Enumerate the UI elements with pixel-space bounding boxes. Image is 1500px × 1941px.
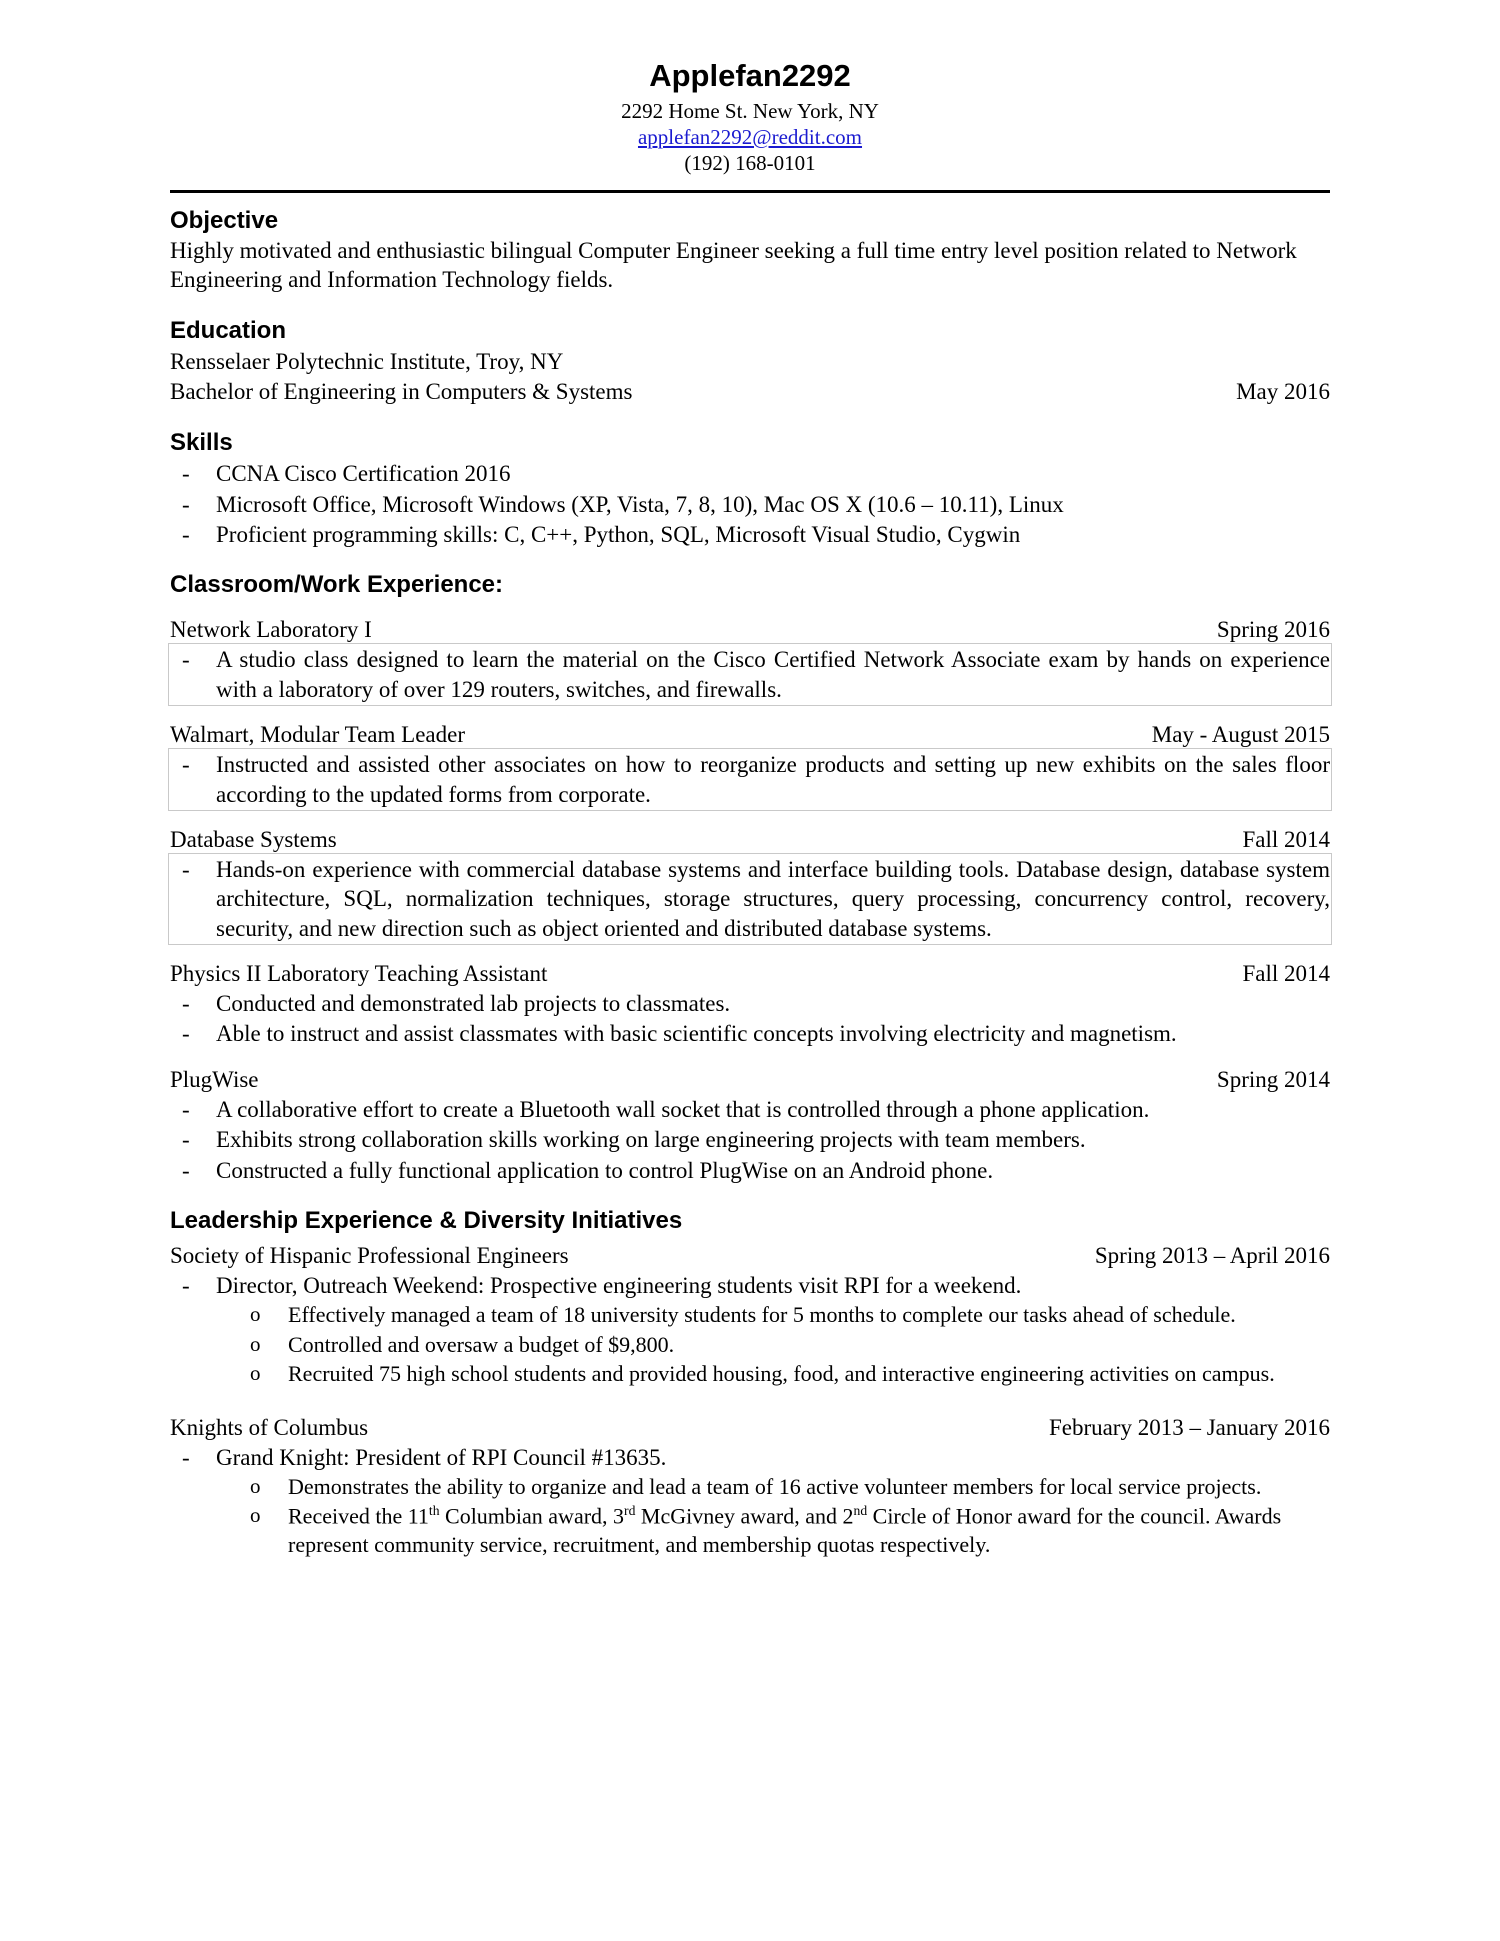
list-item: - Microsoft Office, Microsoft Windows (XP, Vista, 7, 8, 10), Mac OS X (10.6 – 10.11), Linux bbox=[170, 490, 1330, 519]
education-school: Rensselaer Polytechnic Institute, Troy, NY bbox=[170, 349, 564, 375]
experience-role: Database Systems bbox=[170, 826, 337, 852]
experience-entry bbox=[170, 1065, 1330, 1185]
experience-role: Network Laboratory I bbox=[170, 617, 372, 643]
experience-heading-row bbox=[170, 615, 1330, 645]
list-item: - Instructed and assisted other associates on how to reorganize products and setting up new exhibits on the sales floor according to the updated forms from corporate. bbox=[170, 750, 1330, 809]
experience-heading-row bbox=[170, 825, 1330, 855]
leadership-org: Knights of Columbus bbox=[170, 1414, 369, 1440]
candidate-address: 2292 Home St. New York, NY bbox=[621, 98, 879, 123]
experience-bullets bbox=[170, 1095, 1330, 1185]
skills-list bbox=[170, 459, 1330, 549]
list-item: - A studio class designed to learn the material on the Cisco Certified Network Associate exam by hands on experience with a laboratory of over 129 routers, switches, and firewalls. bbox=[170, 645, 1330, 704]
education-date: May 2016 bbox=[1236, 379, 1330, 405]
list-item: - Conducted and demonstrated lab projects to classmates. bbox=[170, 989, 1330, 1018]
list-item: o Controlled and oversaw a budget of $9,800. bbox=[170, 1331, 1330, 1359]
ordinal-suffix: th bbox=[428, 1503, 440, 1519]
list-item: - Able to instruct and assist classmates with basic scientific concepts involving electricity and magnetism. bbox=[170, 1019, 1330, 1048]
experience-bullets bbox=[170, 750, 1330, 809]
experience-bullets bbox=[170, 855, 1330, 943]
leadership-role-list bbox=[170, 1271, 1330, 1300]
leadership-entry bbox=[170, 1413, 1330, 1559]
list-item: o Demonstrates the ability to organize and lead a team of 16 active volunteer members for local service projects. bbox=[170, 1473, 1330, 1501]
experience-date: Spring 2014 bbox=[1216, 1066, 1330, 1092]
list-item: - Constructed a fully functional application to control PlugWise on an Android phone. bbox=[170, 1156, 1330, 1185]
leadership-org: Society of Hispanic Professional Engineers bbox=[170, 1243, 569, 1269]
leadership-subbullets bbox=[170, 1301, 1330, 1387]
header-divider bbox=[170, 190, 1330, 193]
experience-entry bbox=[170, 615, 1330, 704]
leadership-heading-row bbox=[170, 1413, 1330, 1443]
ordinal-suffix: nd bbox=[853, 1503, 868, 1519]
experience-entry bbox=[170, 825, 1330, 943]
section-title-experience: Classroom/Work Experience: bbox=[170, 571, 504, 599]
education-degree: Bachelor of Engineering in Computers & Systems bbox=[170, 379, 633, 405]
leadership-heading-row bbox=[170, 1241, 1330, 1271]
experience-heading-row bbox=[170, 1065, 1330, 1095]
award-text-4: Circle of Honor award for the council. Awards represent community service, recruitment, and membership quotas respectively. bbox=[288, 1503, 1282, 1557]
list-item: - Grand Knight: President of RPI Council #13635. bbox=[170, 1443, 1330, 1472]
leadership-date: Spring 2013 – April 2016 bbox=[1094, 1243, 1330, 1269]
candidate-name: Applefan2292 bbox=[649, 58, 851, 93]
award-text-2: Columbian award, 3 bbox=[439, 1503, 625, 1529]
experience-role: Physics II Laboratory Teaching Assistant bbox=[170, 961, 548, 987]
experience-date: Fall 2014 bbox=[1242, 826, 1330, 852]
list-item: - Director, Outreach Weekend: Prospective engineering students visit RPI for a weekend. bbox=[170, 1271, 1330, 1300]
experience-date: May - August 2015 bbox=[1151, 722, 1330, 748]
objective-text: Highly motivated and enthusiastic bilingual Computer Engineer seeking a full time entry level position related to Network Engineering and Information Technology fields. bbox=[170, 238, 1297, 293]
section-title-leadership: Leadership Experience & Diversity Initiatives bbox=[170, 1207, 683, 1235]
list-item bbox=[170, 1502, 1330, 1559]
document-header bbox=[170, 58, 1330, 176]
experience-bullets bbox=[170, 645, 1330, 704]
experience-heading-row bbox=[170, 720, 1330, 750]
education-degree-row bbox=[170, 377, 1330, 407]
award-text-1: Received the 11 bbox=[288, 1503, 429, 1529]
ordinal-suffix: rd bbox=[624, 1503, 636, 1519]
award-text-3: McGivney award, and 2 bbox=[635, 1503, 854, 1529]
list-item: - CCNA Cisco Certification 2016 bbox=[170, 459, 1330, 488]
candidate-email-link[interactable]: applefan2292@reddit.com bbox=[637, 124, 863, 149]
section-title-skills: Skills bbox=[170, 429, 233, 457]
experience-heading-row bbox=[170, 959, 1330, 989]
leadership-role-list bbox=[170, 1443, 1330, 1472]
leadership-entry bbox=[170, 1241, 1330, 1388]
experience-entry bbox=[170, 959, 1330, 1049]
experience-date: Spring 2016 bbox=[1216, 617, 1330, 643]
list-item: o Recruited 75 high school students and provided housing, food, and interactive engineering activities on campus. bbox=[170, 1360, 1330, 1388]
leadership-date: February 2013 – January 2016 bbox=[1048, 1414, 1330, 1440]
list-item: - A collaborative effort to create a Bluetooth wall socket that is controlled through a phone application. bbox=[170, 1095, 1330, 1124]
experience-date: Fall 2014 bbox=[1242, 961, 1330, 987]
experience-role: Walmart, Modular Team Leader bbox=[170, 722, 465, 748]
experience-role: PlugWise bbox=[170, 1066, 259, 1092]
section-title-education: Education bbox=[170, 317, 287, 345]
section-title-objective: Objective bbox=[170, 207, 279, 235]
list-item: - Hands-on experience with commercial database systems and interface building tools. Database design, database system architecture, SQL, normalization techniques, storage structures, query processing, concurrency control, recovery, security, and new direction such as object oriented and distributed database systems. bbox=[170, 855, 1330, 943]
candidate-phone: (192) 168-0101 bbox=[684, 151, 816, 176]
list-item: o Effectively managed a team of 18 university students for 5 months to complete our tasks ahead of schedule. bbox=[170, 1301, 1330, 1329]
list-item: - Proficient programming skills: C, C++, Python, SQL, Microsoft Visual Studio, Cygwin bbox=[170, 520, 1330, 549]
leadership-subbullets bbox=[170, 1473, 1330, 1559]
experience-entry bbox=[170, 720, 1330, 809]
list-item: - Exhibits strong collaboration skills working on large engineering projects with team members. bbox=[170, 1125, 1330, 1154]
experience-bullets bbox=[170, 989, 1330, 1049]
